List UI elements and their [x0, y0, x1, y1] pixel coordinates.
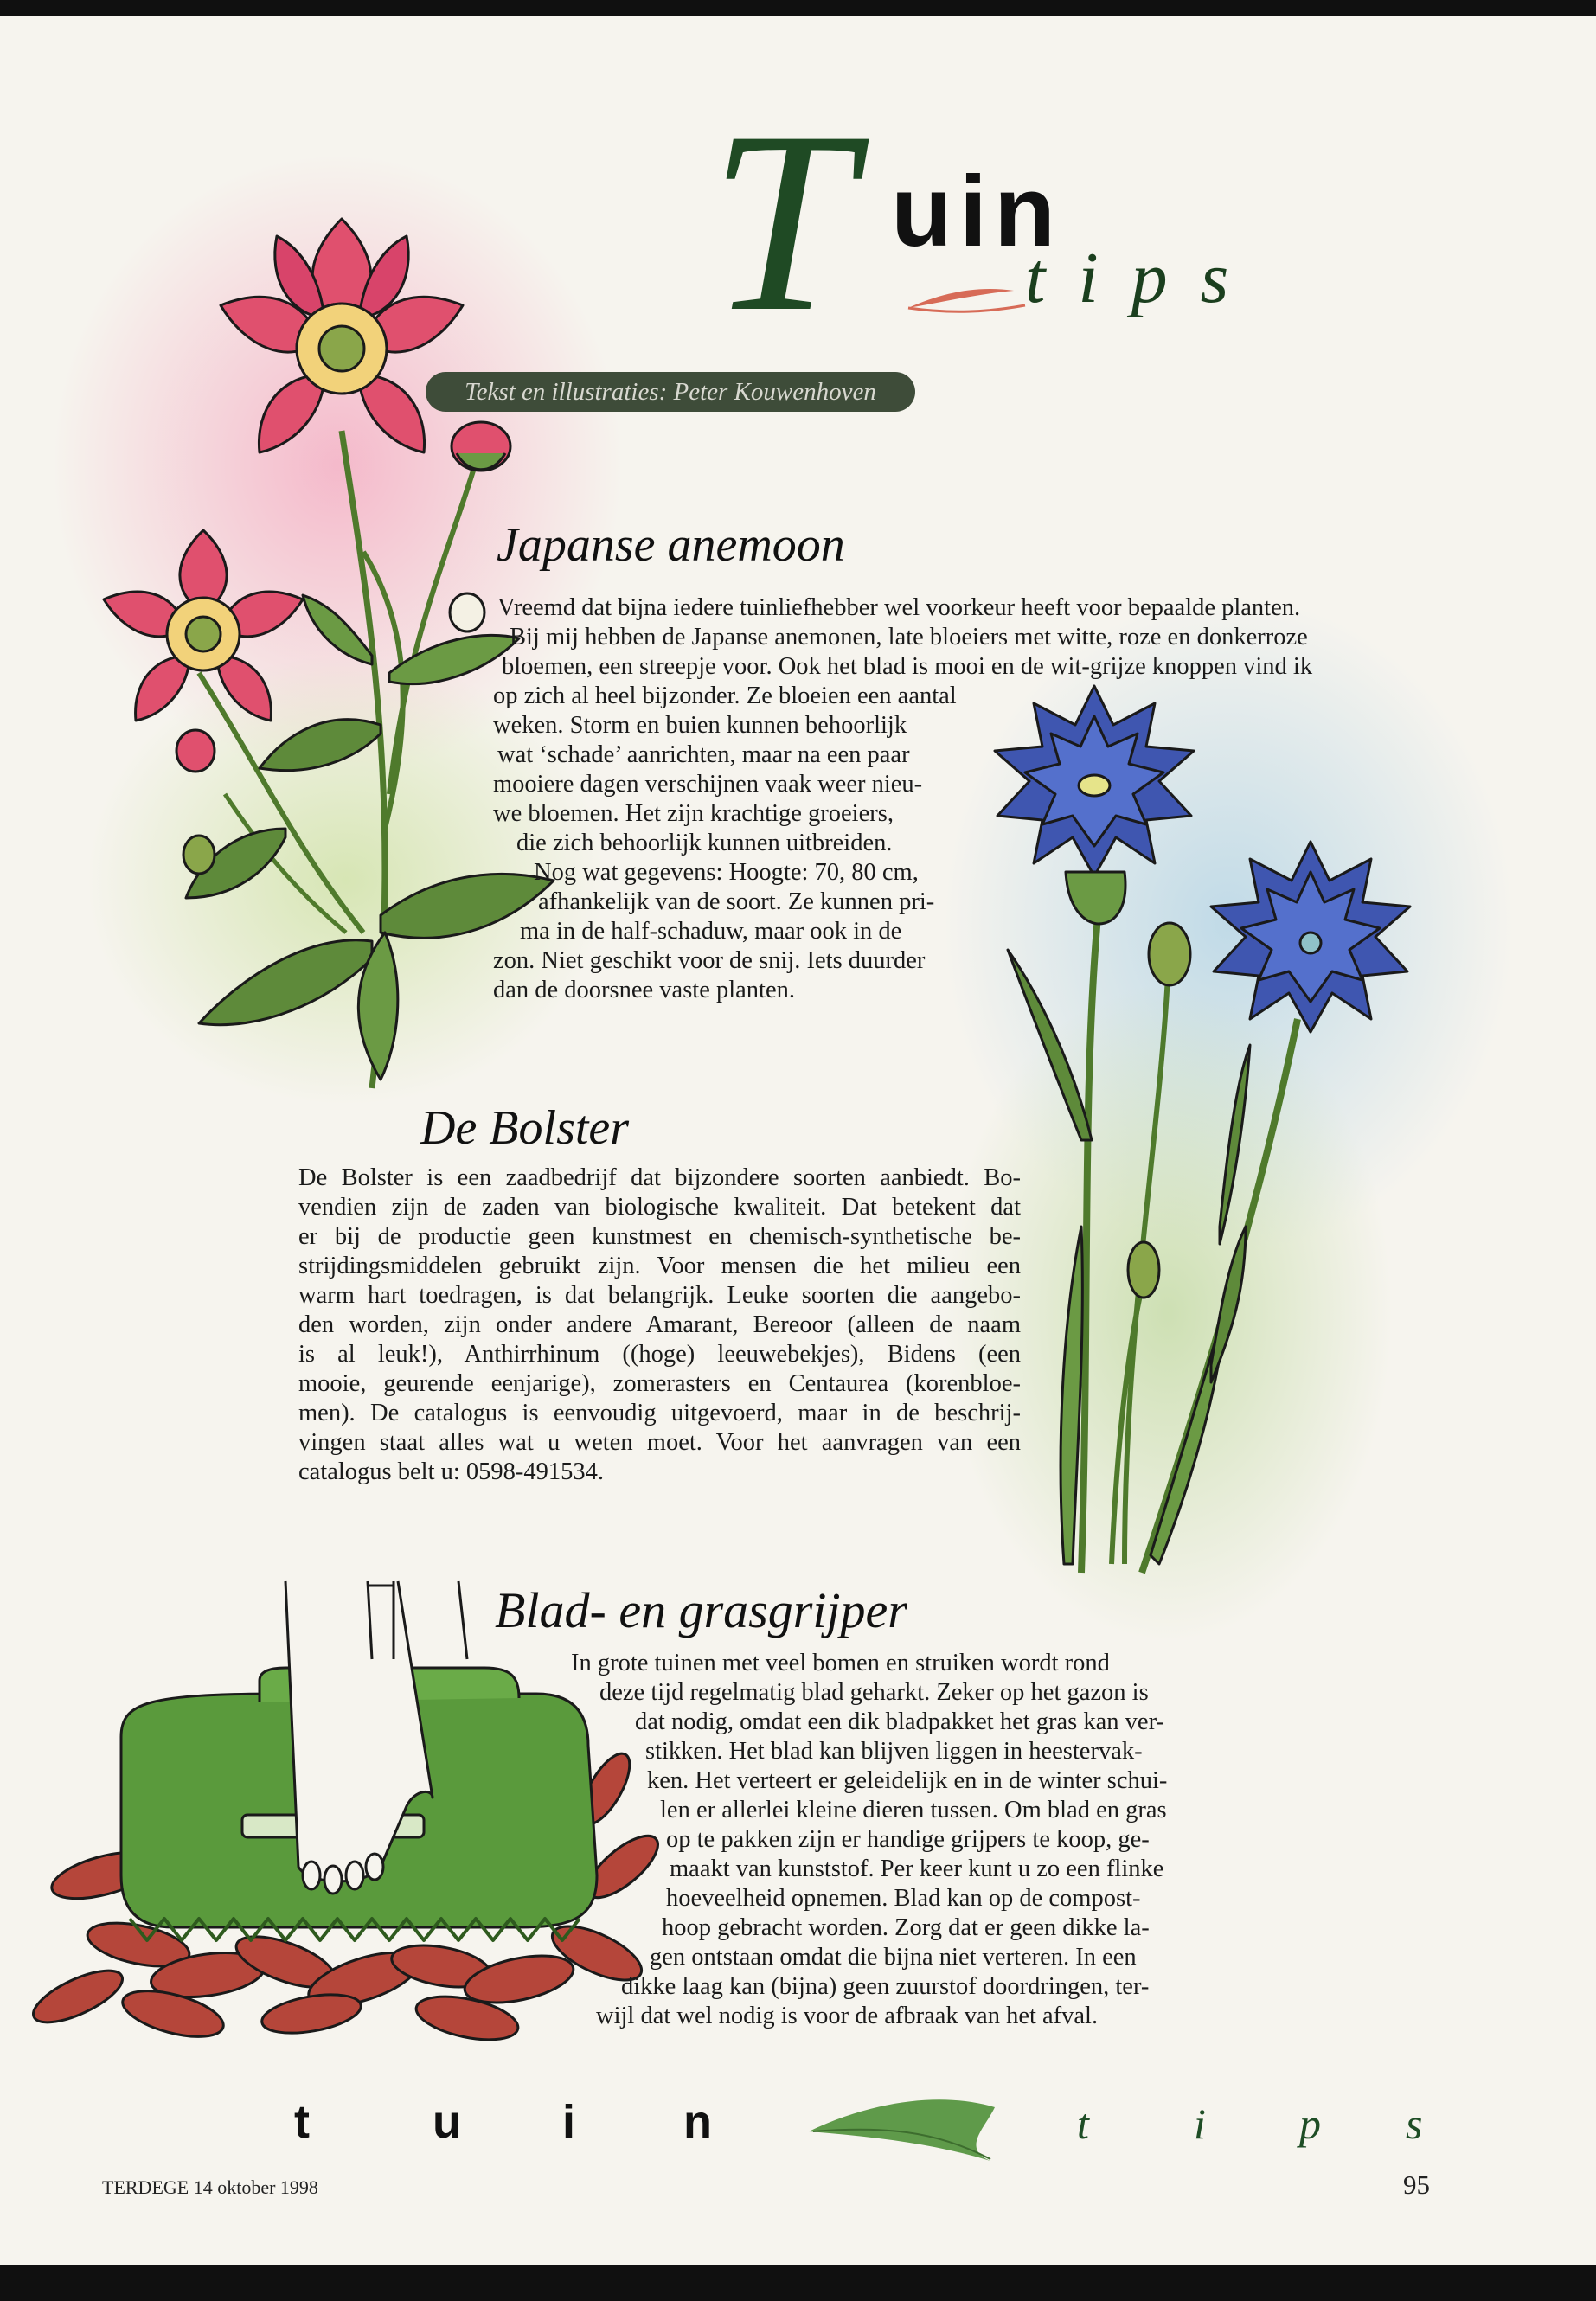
credit-bar: Tekst en illustraties: Peter Kouwenhoven — [426, 372, 915, 412]
text-line: op te pakken zijn er handige grijpers te koop, ge- — [666, 1826, 1150, 1853]
text-line: wat ‘schade’ aanrichten, maar na een paar — [497, 741, 910, 768]
text-line: zon. Niet geschikt voor de snij. Iets duurder — [493, 947, 926, 974]
text-line: strijdingsmiddelen gebruikt zijn. Voor mensen die het milieu een — [298, 1253, 1021, 1279]
header-word-tips: tips — [1025, 238, 1262, 318]
text-line: vendien zijn de zaden van biologische kwaliteit. Dat betekent dat — [298, 1194, 1021, 1221]
text-line: den worden, zijn onder andere Amarant, Bereoor (alleen de naam — [298, 1311, 1021, 1338]
article-body-japanse-anemoon — [493, 593, 1313, 1005]
text-line: dat nodig, omdat een dik bladpakket het gras kan ver- — [635, 1708, 1164, 1735]
magazine-page — [0, 16, 1596, 2265]
text-line: stikken. Het blad kan blijven liggen in heestervak- — [645, 1738, 1143, 1765]
article-body-de-bolster — [298, 1163, 1021, 1487]
text-line: op zich al heel bijzonder. Ze bloeien een aantal — [493, 683, 957, 709]
text-line: hoop gebracht worden. Zorg dat er geen dikke la- — [662, 1914, 1150, 1941]
text-line: mooiere dagen verschijnen vaak weer nieu- — [493, 771, 923, 798]
text-line: len er allerlei kleine dieren tussen. Om blad en gras — [660, 1797, 1167, 1823]
text-line: ma in de half-schaduw, maar ook in de — [520, 918, 902, 945]
footer-letter-italic: s — [1406, 2099, 1423, 2148]
text-line: die zich behoorlijk kunnen uitbreiden. — [516, 830, 893, 856]
text-line: dan de doorsnee vaste planten. — [493, 977, 795, 1003]
article-body-blad-en-grasgrijper — [571, 1649, 1167, 2031]
text-line: De Bolster is een zaadbedrijf dat bijzondere soorten aanbiedt. Bo- — [298, 1164, 1021, 1191]
text-line: gen ontstaan omdat die bijna niet verteren. In een — [650, 1944, 1137, 1971]
article-title-de-bolster: De Bolster — [420, 1101, 630, 1155]
footer-letter: n — [683, 2096, 712, 2148]
text-line: hoeveelheid opnemen. Blad kan op de compost- — [666, 1885, 1141, 1912]
page-number: 95 — [1403, 2170, 1430, 2200]
text-line: is al leuk!), Anthirrhinum ((hoge) leeuwebekjes), Bidens (een — [298, 1341, 1021, 1368]
text-line: catalogus belt u: 0598-491534. — [298, 1458, 605, 1485]
text-line: mooie, geurende eenjarige), zomerasters en Centaurea (korenbloe- — [298, 1370, 1021, 1397]
text-line: afhankelijk van de soort. Ze kunnen pri- — [538, 888, 935, 915]
text-line: vingen staat alles wat u weten moet. Voor het aanvragen van een — [298, 1429, 1021, 1456]
text-line: warm hart toedragen, is dat belangrijk. Leuke soorten die aangebo- — [298, 1282, 1021, 1309]
text-line: dikke laag kan (bijna) geen zuurstof doordringen, ter- — [621, 1973, 1150, 2000]
text-line: er bij de productie geen kunstmest en chemisch-synthetische be- — [298, 1223, 1021, 1250]
header-letter-t: T — [709, 78, 854, 365]
header-word-uin: uin — [891, 155, 1062, 267]
footer-letter-italic: t — [1077, 2099, 1089, 2148]
footer-letter-italic: i — [1194, 2099, 1206, 2148]
footer-letter: u — [433, 2096, 461, 2148]
footer-letter: i — [562, 2096, 576, 2148]
text-line: In grote tuinen met veel bomen en struiken wordt rond — [571, 1650, 1110, 1676]
article-title-japanse-anemoon: Japanse anemoon — [497, 518, 845, 572]
article-title-blad-en-grasgrijper: Blad- en grasgrijper — [495, 1582, 907, 1638]
header-swoosh-icon — [908, 289, 1014, 308]
text-line: Nog wat gegevens: Hoogte: 70, 80 cm, — [534, 859, 919, 886]
text-line: deze tijd regelmatig blad geharkt. Zeker op het gazon is — [599, 1679, 1149, 1706]
publication-info: TERDEGE 14 oktober 1998 — [102, 2176, 318, 2198]
text-line: men). De catalogus is eenvoudig uitgevoerd, maar in de beschrij- — [298, 1400, 1021, 1426]
text-line: bloemen, een streepje voor. Ook het blad is mooi en de wit-grijze knoppen vind ik — [502, 653, 1313, 680]
footer-letter: t — [294, 2096, 310, 2148]
text-line: weken. Storm en buien kunnen behoorlijk — [493, 712, 907, 739]
text-line: maakt van kunststof. Per keer kunt u zo een flinke — [670, 1856, 1164, 1882]
text-line: ken. Het verteert er geleidelijk en in de winter schui- — [647, 1767, 1168, 1794]
text-line: Vreemd dat bijna iedere tuinliefhebber wel voorkeur heeft voor bepaalde planten. — [497, 594, 1301, 621]
text-line: Bij mij hebben de Japanse anemonen, late bloeiers met witte, roze en donkerroze — [510, 624, 1308, 651]
text-line: we bloemen. Het zijn krachtige groeiers, — [493, 800, 894, 827]
text-line: wijl dat wel nodig is voor de afbraak van het afval. — [596, 2003, 1099, 2029]
footer-letter-italic: p — [1299, 2099, 1321, 2148]
